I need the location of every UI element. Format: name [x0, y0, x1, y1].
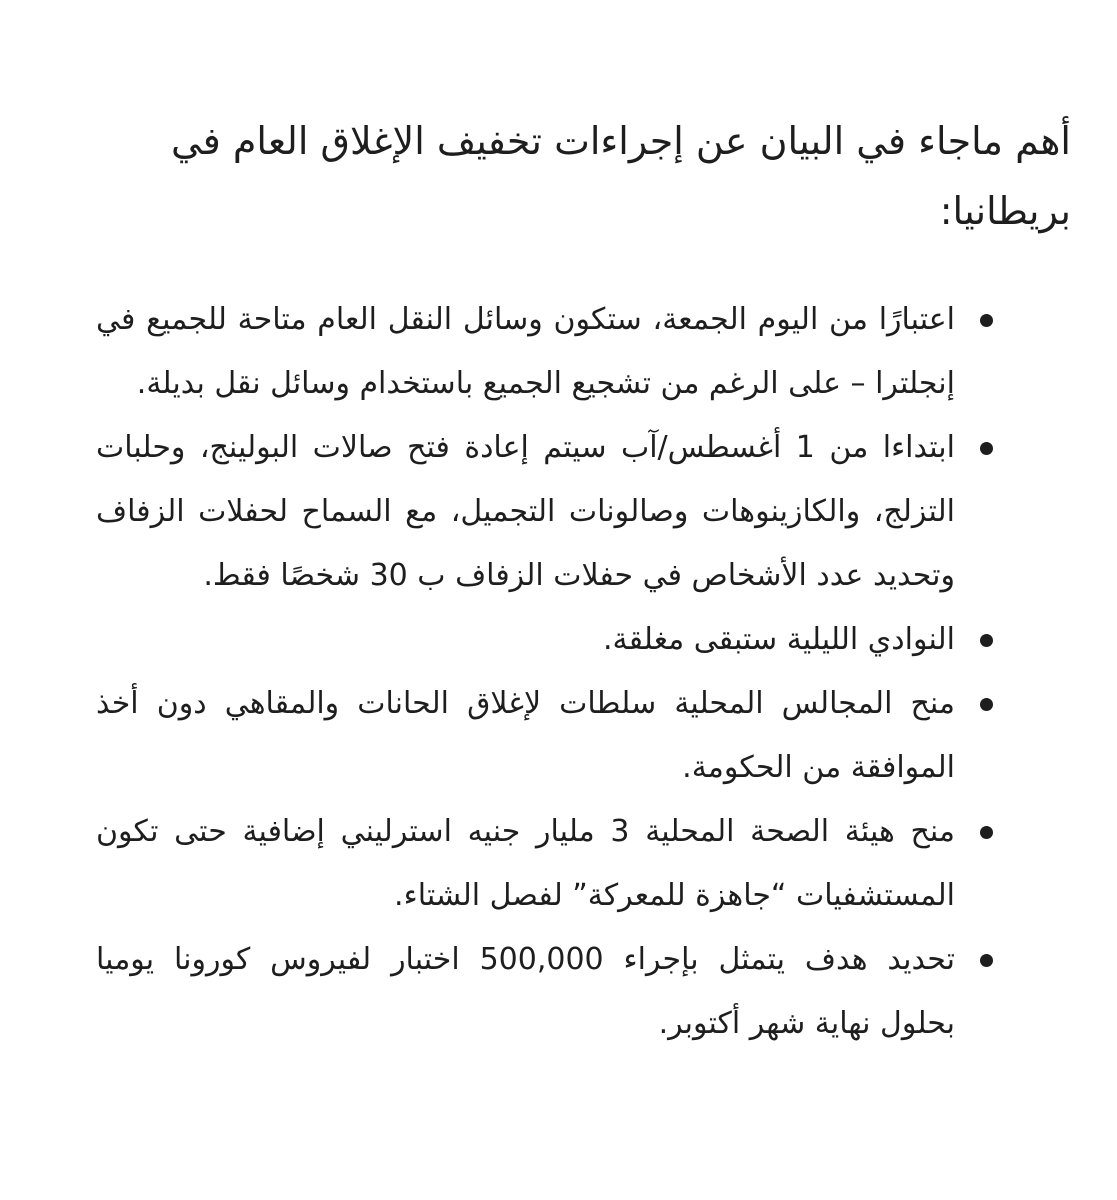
list-item [0, 608, 1117, 672]
bullet-icon [980, 634, 993, 647]
list-item [0, 416, 1117, 608]
list-item-text: منح المجالس المحلية سلطات لإغلاق الحانات والمقاهي دون أخذ الموافقة من الحكومة. [96, 686, 955, 785]
bullet-icon [980, 314, 993, 327]
bullet-icon [980, 954, 993, 967]
bullet-icon [980, 442, 993, 455]
list-item [0, 288, 1117, 416]
list-item-text: منح هيئة الصحة المحلية 3 مليار جنيه استرليني إضافية حتى تكون المستشفيات “جاهزة للمعركة” لفصل الشتاء. [96, 814, 956, 913]
list-item-text: اعتبارًا من اليوم الجمعة، ستكون وسائل النقل العام متاحة للجميع في إنجلترا – على الرغم من تشجيع الجميع باستخدام وسائل نقل بديلة. [96, 302, 955, 401]
bullet-icon [980, 698, 993, 711]
list-item [0, 672, 1117, 800]
bullet-icon [980, 826, 993, 839]
list-item [0, 928, 1117, 1056]
bullet-list [0, 288, 1117, 1056]
list-item-text: النوادي الليلية ستبقى مغلقة. [602, 622, 955, 657]
list-item [0, 800, 1117, 928]
list-item-text: تحديد هدف يتمثل بإجراء 500,000 اختبار لفيروس كورونا يوميا بحلول نهاية شهر أكتوبر. [96, 942, 955, 1041]
document-title: أهم ماجاء في البيان عن إجراءات تخفيف الإغلاق العام في بريطانيا: [170, 119, 1071, 233]
list-item-text: ابتداءا من 1 أغسطس/آب سيتم إعادة فتح صالات البولينج، وحلبات التزلج، والكازينوهات وصالونات التجميل، مع السماح لحفلات الزفاف وتحديد عدد الأشخاص في حفلات الزفاف ب 30 شخصًا فقط. [96, 430, 955, 593]
